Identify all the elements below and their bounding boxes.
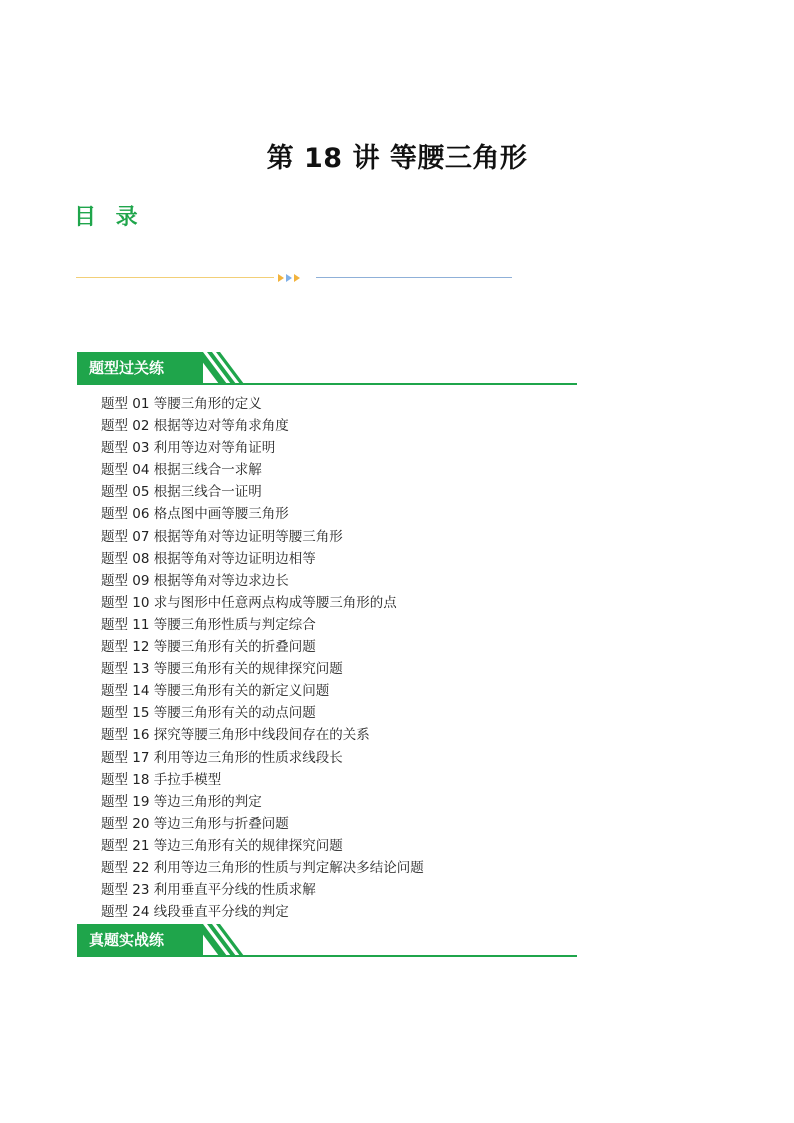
section-underline [77, 955, 577, 957]
toc-list [101, 393, 424, 923]
toc-item[interactable]: 题型 09 根据等角对等边求边长 [101, 572, 289, 589]
divider-left-line [76, 277, 274, 278]
stripe-decoration-icon [195, 924, 319, 957]
divider-right-line [316, 277, 512, 278]
toc-item[interactable]: 题型 20 等边三角形与折叠问题 [101, 815, 289, 832]
section-title: 题型过关练 [77, 352, 203, 384]
section-underline [77, 383, 577, 385]
toc-item[interactable]: 题型 08 根据等角对等边证明边相等 [101, 550, 316, 567]
toc-item[interactable]: 题型 15 等腰三角形有关的动点问题 [101, 705, 316, 722]
stripe-decoration-icon [195, 352, 319, 385]
toc-item[interactable]: 题型 05 根据三线合一证明 [101, 484, 262, 501]
toc-item[interactable]: 题型 14 等腰三角形有关的新定义问题 [101, 683, 330, 700]
toc-item[interactable]: 题型 12 等腰三角形有关的折叠问题 [101, 639, 316, 656]
toc-heading: 目 录 [74, 205, 144, 230]
toc-item[interactable]: 题型 18 手拉手模型 [101, 771, 222, 788]
toc-item[interactable]: 题型 24 线段垂直平分线的判定 [101, 904, 289, 921]
triple-arrow-icon [278, 271, 304, 285]
section-banner-exam [77, 924, 577, 962]
toc-item[interactable]: 题型 17 利用等边三角形的性质求线段长 [101, 749, 343, 766]
toc-item[interactable]: 题型 06 格点图中画等腰三角形 [101, 506, 289, 523]
toc-item[interactable]: 题型 23 利用垂直平分线的性质求解 [101, 882, 316, 899]
section-title: 真题实战练 [77, 924, 203, 956]
toc-item[interactable]: 题型 07 根据等角对等边证明等腰三角形 [101, 528, 343, 545]
toc-item[interactable]: 题型 16 探究等腰三角形中线段间存在的关系 [101, 727, 370, 744]
toc-item[interactable]: 题型 10 求与图形中任意两点构成等腰三角形的点 [101, 594, 397, 611]
section-banner-practice [77, 352, 577, 390]
toc-item[interactable]: 题型 13 等腰三角形有关的规律探究问题 [101, 661, 343, 678]
decorative-divider [76, 270, 516, 286]
toc-item[interactable]: 题型 04 根据三线合一求解 [101, 462, 262, 479]
toc-item[interactable]: 题型 19 等边三角形的判定 [101, 793, 262, 810]
toc-item[interactable]: 题型 01 等腰三角形的定义 [101, 396, 262, 412]
toc-item[interactable]: 题型 11 等腰三角形性质与判定综合 [101, 616, 316, 633]
toc-item[interactable]: 题型 02 根据等边对等角求角度 [101, 418, 289, 435]
toc-item[interactable]: 题型 21 等边三角形有关的规律探究问题 [101, 837, 343, 854]
page-title: 第 18 讲 等腰三角形 [266, 143, 528, 174]
toc-item[interactable]: 题型 03 利用等边对等角证明 [101, 440, 276, 457]
toc-item[interactable]: 题型 22 利用等边三角形的性质与判定解决多结论问题 [101, 859, 424, 876]
